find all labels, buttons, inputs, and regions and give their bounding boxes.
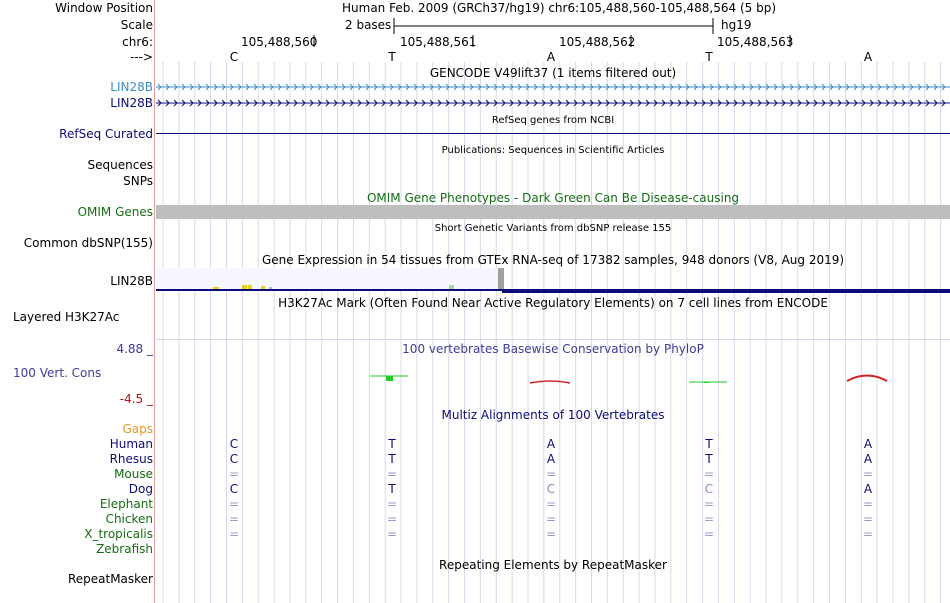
alignment-base: C	[704, 482, 714, 496]
species-label-chicken[interactable]: Chicken	[105, 512, 153, 526]
species-label-dog[interactable]: Dog	[128, 482, 153, 496]
assembly-text: hg19	[721, 18, 752, 32]
cons-top-line	[156, 339, 950, 340]
gencode-gene-label-2[interactable]: LIN28B	[110, 96, 153, 110]
alignment-base: =	[228, 512, 240, 526]
alignment-base: C	[229, 482, 239, 496]
gencode-gene-label-1[interactable]: LIN28B	[110, 80, 153, 94]
coord-tick-marks	[156, 34, 950, 48]
refseq-label[interactable]: RefSeq Curated	[59, 127, 153, 141]
scale-bar	[393, 16, 715, 36]
ref-base-1: C	[229, 50, 239, 64]
alignment-base: T	[705, 437, 713, 451]
dbsnp-label[interactable]: Common dbSNP(155)	[23, 236, 153, 250]
alignment-base: =	[862, 512, 874, 526]
dbsnp-track-title[interactable]: Short Genetic Variants from dbSNP release 155	[434, 223, 672, 234]
cons-min-label: -4.5 _	[119, 392, 153, 406]
strand-label: --->	[129, 50, 153, 64]
gtex-expression-bars[interactable]	[156, 266, 950, 294]
alignment-base: =	[703, 512, 715, 526]
species-label-human[interactable]: Human	[109, 437, 153, 451]
alignment-base: A	[863, 437, 873, 451]
ref-base-5: A	[863, 50, 873, 64]
gtex-gene-label[interactable]: LIN28B	[110, 274, 153, 288]
alignment-base: T	[388, 482, 396, 496]
alignment-base: =	[703, 527, 715, 541]
repeatmasker-label[interactable]: RepeatMasker	[67, 572, 153, 586]
h3k27ac-track-title[interactable]: H3K27Ac Mark (Often Found Near Active Regulatory Elements) on 7 cell lines from ENCODE	[278, 296, 828, 310]
alignment-base: =	[703, 467, 715, 481]
cons-track-title[interactable]: 100 vertebrates Basewise Conservation by PhyloP	[402, 342, 704, 356]
gencode-track-title[interactable]: GENCODE V49lift37 (1 items filtered out)	[429, 66, 677, 80]
omim-track-title[interactable]: OMIM Gene Phenotypes - Dark Green Can Be Disease-causing	[366, 191, 740, 205]
repeatmasker-track-title[interactable]: Repeating Elements by RepeatMasker	[439, 558, 667, 572]
scale-bases-text: 2 bases	[345, 18, 392, 32]
species-label-zebrafish[interactable]: Zebrafish	[96, 542, 153, 556]
gtex-track-title[interactable]: Gene Expression in 54 tissues from GTEx RNA-seq of 17382 samples, 948 donors (V8, Aug 2019)	[261, 253, 845, 267]
h3k27ac-label[interactable]: Layered H3K27Ac	[13, 310, 120, 324]
omim-feature-bar[interactable]	[156, 205, 950, 219]
alignment-base: =	[386, 527, 398, 541]
alignment-base: A	[863, 482, 873, 496]
omim-label[interactable]: OMIM Genes	[77, 205, 153, 219]
ref-base-4: T	[705, 50, 713, 64]
window-position-label: Window Position	[55, 1, 153, 15]
coord-tick-3: 105,488,562	[559, 35, 636, 49]
alignment-base: =	[545, 467, 557, 481]
alignment-base: T	[388, 452, 396, 466]
coord-tick-1: 105,488,560	[241, 35, 318, 49]
gaps-label[interactable]: Gaps	[122, 422, 153, 436]
alignment-base: =	[228, 527, 240, 541]
alignment-base: =	[228, 467, 240, 481]
alignment-base: =	[386, 467, 398, 481]
multiz-track-title[interactable]: Multiz Alignments of 100 Vertebrates	[441, 408, 665, 422]
coord-tick-4: 105,488,563	[717, 35, 794, 49]
window-position-text: Human Feb. 2009 (GRCh37/hg19) chr6:105,488,560-105,488,564 (5 bp)	[342, 1, 777, 15]
snps-label[interactable]: SNPs	[123, 174, 153, 188]
alignment-base: =	[862, 527, 874, 541]
species-label-x_tropicalis[interactable]: X_tropicalis	[84, 527, 153, 541]
alignment-base: =	[545, 527, 557, 541]
alignment-base: C	[546, 482, 556, 496]
publications-track-title[interactable]: Publications: Sequences in Scientific Articles	[441, 145, 665, 156]
alignment-base: =	[386, 512, 398, 526]
species-label-elephant[interactable]: Elephant	[99, 497, 153, 511]
sequences-label[interactable]: Sequences	[87, 158, 153, 172]
scale-label: Scale	[120, 18, 153, 32]
left-label-divider	[154, 0, 155, 603]
refseq-track-title[interactable]: RefSeq genes from NCBI	[491, 115, 615, 126]
refseq-line	[156, 133, 950, 134]
coord-tick-2: 105,488,561	[400, 35, 477, 49]
alignment-base: =	[862, 497, 874, 511]
alignment-base: T	[388, 437, 396, 451]
alignment-base: =	[545, 512, 557, 526]
alignment-base: A	[546, 452, 556, 466]
ref-base-3: A	[546, 50, 556, 64]
alignment-base: =	[386, 497, 398, 511]
gencode-transcript-1[interactable]	[156, 82, 950, 92]
chrom-label: chr6:	[122, 35, 153, 49]
alignment-base: =	[228, 497, 240, 511]
cons-wiggle[interactable]	[156, 370, 950, 386]
alignment-base: =	[545, 497, 557, 511]
alignment-base: A	[863, 452, 873, 466]
cons-label[interactable]: 100 Vert. Cons	[13, 366, 102, 380]
species-label-rhesus[interactable]: Rhesus	[109, 452, 153, 466]
gencode-transcript-2[interactable]	[156, 98, 950, 108]
alignment-base: T	[705, 452, 713, 466]
alignment-base: C	[229, 452, 239, 466]
alignment-base: A	[546, 437, 556, 451]
species-label-mouse[interactable]: Mouse	[114, 467, 153, 481]
ref-base-2: T	[388, 50, 396, 64]
alignment-base: =	[862, 467, 874, 481]
alignment-base: C	[229, 437, 239, 451]
alignment-base: =	[703, 497, 715, 511]
cons-max-label: 4.88 _	[116, 342, 153, 356]
